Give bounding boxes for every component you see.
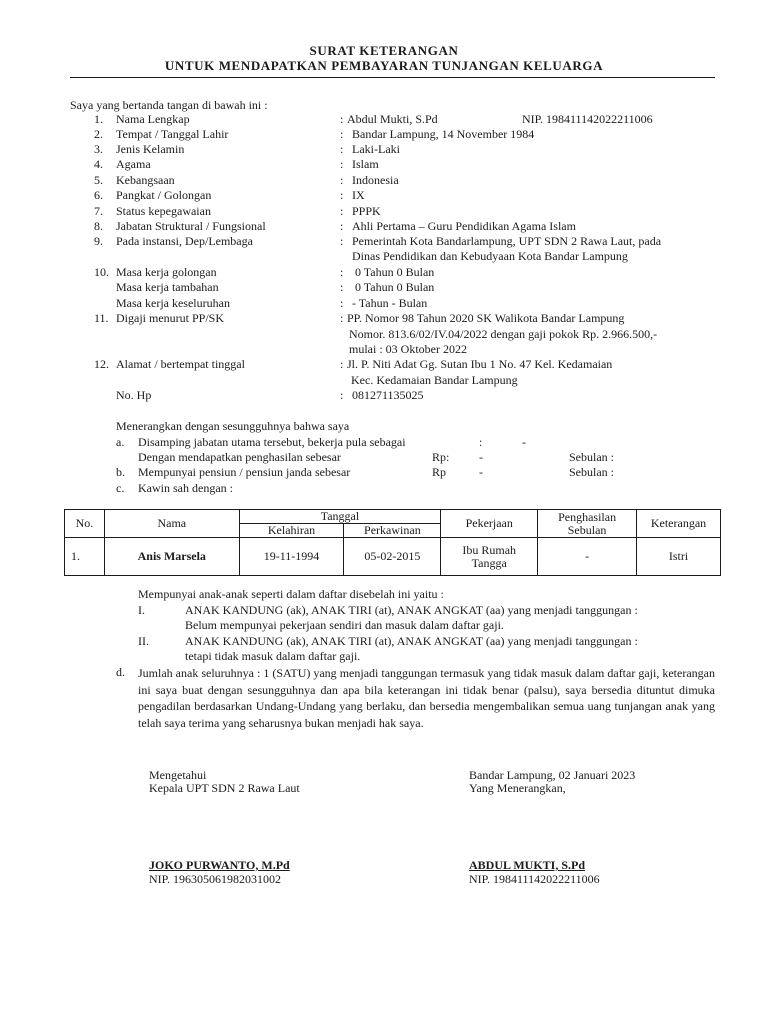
field-colon: : — [340, 234, 344, 248]
field-value: Bandar Lampung, 14 November 1984 — [352, 127, 535, 141]
field-value: Laki-Laki — [352, 142, 400, 156]
field-value: Ahli Pertama – Guru Pendidikan Agama Islam — [352, 219, 576, 233]
field-label: Agama — [116, 157, 151, 171]
field-number: 5. — [94, 173, 103, 187]
field-colon: : — [340, 157, 344, 171]
declaration-intro: Menerangkan dengan sesungguhnya bahwa saya — [116, 419, 350, 433]
field-colon: : — [340, 357, 344, 371]
roman-number: II. — [138, 634, 149, 648]
currency-label: Rp — [432, 465, 447, 479]
header-pekerjaan: Pekerjaan — [441, 510, 538, 538]
field-nip: NIP. 198411142022211006 — [522, 112, 653, 126]
item-value: - — [522, 435, 526, 449]
header-keterangan: Keterangan — [637, 510, 721, 538]
sign-left-name: JOKO PURWANTO, M.Pd — [149, 858, 290, 872]
sign-left-position: Kepala UPT SDN 2 Rawa Laut — [149, 781, 300, 795]
field-number: 6. — [94, 188, 103, 202]
field-value: 081271135025 — [352, 388, 424, 402]
field-number: 11. — [94, 311, 109, 325]
item-value: - — [479, 450, 483, 464]
field-number: 2. — [94, 127, 103, 141]
field-label: Status kepegawaian — [116, 204, 211, 218]
field-number: 1. — [94, 112, 103, 126]
field-number: 3. — [94, 142, 103, 156]
roman-number: I. — [138, 603, 145, 617]
field-label: Masa kerja golongan — [116, 265, 217, 279]
field-colon: : — [340, 127, 344, 141]
field-value: 0 Tahun 0 Bulan — [355, 265, 435, 279]
field-label: Pada instansi, Dep/Lembaga — [116, 234, 253, 248]
field-colon: : — [340, 296, 344, 310]
field-colon: : — [340, 265, 344, 279]
field-label: Masa kerja keseluruhan — [116, 296, 230, 310]
statement-paragraph: Jumlah anak seluruhnya : 1 (SATU) yang menjadi tanggungan termasuk yang tidak masuk dalam daftar gaji, keterangan ini saya buat dengan sesungguhnya dan apa bila keterangan ini tidak benar (palsu), saya bersedia dituntut dimuka pengadilan berdasarkan Undang-Undang yang berlaku, dan bersedia mengembalikan semua uang tunjangan anak yang telah saya terima yang seharusnya bukan menjadi hak saya. — [138, 666, 715, 730]
field-label: Tempat / Tanggal Lahir — [116, 127, 229, 141]
field-value: PP. Nomor 98 Tahun 2020 SK Walikota Bandar Lampung — [347, 311, 625, 325]
field-colon: : — [340, 388, 344, 402]
sign-right-place-date: Bandar Lampung, 02 Januari 2023 — [469, 768, 636, 782]
sign-right-name: ABDUL MUKTI, S.Pd — [469, 858, 586, 872]
item-letter: b. — [116, 465, 125, 479]
field-colon: : — [340, 188, 344, 202]
table-row — [65, 538, 721, 576]
field-number: 10. — [94, 265, 109, 279]
field-value-continued: Nomor. 813.6/02/IV.04/2022 dengan gaji pokok Rp. 2.966.500,- — [349, 327, 658, 341]
item-letter: a. — [116, 435, 125, 449]
item-value: - — [479, 465, 483, 479]
item-text: Disamping jabatan utama tersebut, bekerja pula sebagai — [138, 435, 406, 449]
field-value: PPPK — [352, 204, 381, 218]
header-divider — [70, 77, 715, 78]
field-label: Masa kerja tambahan — [116, 280, 219, 294]
field-value-continued: mulai : 03 Oktober 2022 — [349, 342, 467, 356]
field-label: Digaji menurut PP/SK — [116, 311, 225, 325]
field-number: 12. — [94, 357, 109, 371]
cell-kelahiran: 19-11-1994 — [239, 538, 344, 576]
header-tanggal: Tanggal — [239, 510, 441, 524]
field-value: Jl. P. Niti Adat Gg. Sutan Ibu 1 No. 47 Kel. Kedamaian — [347, 357, 613, 371]
field-number: 4. — [94, 157, 103, 171]
field-colon: : — [340, 204, 344, 218]
item-text: Kawin sah dengan : — [138, 481, 233, 495]
field-colon: : — [340, 311, 344, 325]
field-number: 8. — [94, 219, 103, 233]
children-category: ANAK KANDUNG (ak), ANAK TIRI (at), ANAK ANGKAT (aa) yang menjadi tanggungan : — [185, 603, 638, 617]
item-letter: c. — [116, 481, 125, 495]
sign-left-nip: NIP. 196305061982031002 — [149, 872, 282, 886]
field-value: Islam — [352, 157, 379, 171]
cell-keterangan: Istri — [637, 538, 721, 576]
cell-penghasilan: - — [538, 538, 637, 576]
header-perkawinan: Perkawinan — [344, 524, 441, 538]
cell-no: 1. — [65, 538, 105, 576]
header-kelahiran: Kelahiran — [239, 524, 344, 538]
period-label: Sebulan : — [569, 450, 614, 464]
field-colon: : — [340, 173, 344, 187]
field-value: Pemerintah Kota Bandarlampung, UPT SDN 2 Rawa Laut, pada — [352, 234, 662, 248]
cell-nama: Anis Marsela — [104, 538, 239, 576]
field-label: Nama Lengkap — [116, 112, 190, 126]
field-colon: : — [340, 112, 344, 126]
item-colon: : — [479, 435, 483, 449]
cell-pekerjaan: Ibu Rumah Tangga — [441, 538, 538, 576]
field-colon: : — [340, 219, 344, 233]
field-colon: : — [340, 142, 344, 156]
item-text: Mempunyai pensiun / pensiun janda sebesar — [138, 465, 351, 479]
header-nama: Nama — [104, 510, 239, 538]
field-value-continued: Dinas Pendidikan dan Kebudyaan Kota Bandar Lampung — [352, 249, 628, 263]
document-subtitle: UNTUK MENDAPATKAN PEMBAYARAN TUNJANGAN KELUARGA — [164, 58, 604, 73]
children-category-note: tetapi tidak masuk dalam daftar gaji. — [185, 649, 361, 663]
intro-text: Saya yang bertanda tangan di bawah ini : — [70, 98, 268, 112]
field-value: - Tahun - Bulan — [352, 296, 428, 310]
cell-perkawinan: 05-02-2015 — [344, 538, 441, 576]
children-intro: Mempunyai anak-anak seperti dalam daftar disebelah ini yaitu : — [138, 587, 444, 601]
document-title: SURAT KETERANGAN — [309, 43, 459, 58]
item-text: Dengan mendapatkan penghasilan sebesar — [138, 450, 341, 464]
field-value-continued: Kec. Kedamaian Bandar Lampung — [351, 373, 518, 387]
currency-label: Rp: — [432, 450, 450, 464]
children-category-note: Belum mempunyai pekerjaan sendiri dan masuk dalam daftar gaji. — [185, 618, 504, 632]
field-colon: : — [340, 280, 344, 294]
field-label: Alamat / bertempat tinggal — [116, 357, 245, 371]
period-label: Sebulan : — [569, 465, 614, 479]
field-value: Abdul Mukti, S.Pd — [347, 112, 438, 126]
field-label: No. Hp — [116, 388, 152, 402]
item-letter: d. — [116, 665, 125, 679]
sign-left-title: Mengetahui — [149, 768, 207, 782]
field-label: Pangkat / Golongan — [116, 188, 212, 202]
field-value: Indonesia — [352, 173, 399, 187]
sign-right-nip: NIP. 198411142022211006 — [469, 872, 600, 886]
family-table — [64, 509, 721, 576]
field-label: Kebangsaan — [116, 173, 175, 187]
header-penghasilan: Penghasilan Sebulan — [538, 510, 637, 538]
sign-right-title: Yang Menerangkan, — [469, 781, 566, 795]
field-number: 7. — [94, 204, 103, 218]
field-label: Jenis Kelamin — [116, 142, 185, 156]
field-value: 0 Tahun 0 Bulan — [355, 280, 435, 294]
field-label: Jabatan Struktural / Fungsional — [116, 219, 266, 233]
field-value: IX — [352, 188, 365, 202]
field-number: 9. — [94, 234, 103, 248]
children-category: ANAK KANDUNG (ak), ANAK TIRI (at), ANAK ANGKAT (aa) yang menjadi tanggungan : — [185, 634, 638, 648]
header-no: No. — [65, 510, 105, 538]
